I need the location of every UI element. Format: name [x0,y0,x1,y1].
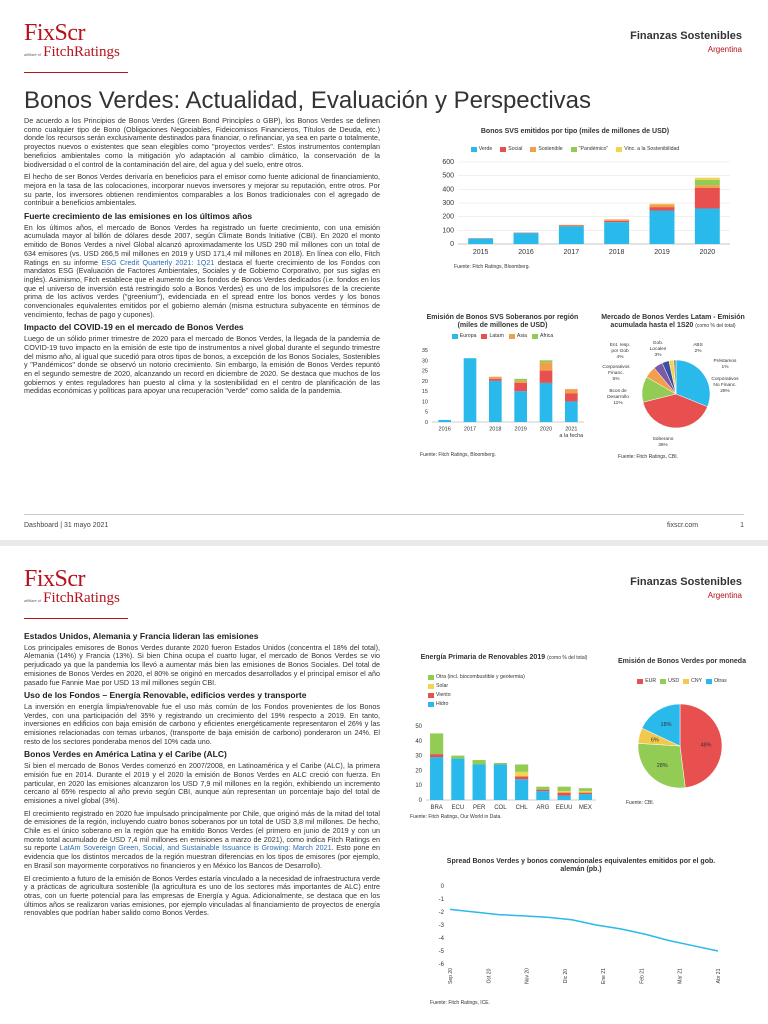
pie-label: Ent. resp. [609,343,631,348]
chart-legend [410,146,740,152]
heading-uses-of-funds: Uso de los Fondos – Energía Renovable, edificios verdes y transporte [24,690,307,701]
footer-date: Dashboard | 31 mayo 2021 [24,522,109,529]
x-tick-label: 2018 [489,426,502,433]
bar-segment [604,221,629,222]
x-tick-label: Oct 20 [486,968,493,984]
x-tick-label: Mar 21 [677,968,684,984]
pie-value-label: 48% [700,742,712,749]
bar-segment [536,790,549,791]
intro-paragraph-2: El hecho de ser Bonos Verdes derivaría en beneficios para el emisor como fuente adicional de financiamiento, mejora en la tasa de las colocaciones, incorporar nuevos inversores y mejorar su reputación, entre otros. Por su parte, los inversores obtienen rendimientos comparables a los Bonos tradicionales con el agregado de contribuir a beneficios ambientales. [24,172,380,208]
chart-title: Bonos SVS emitidos por tipo (miles de millones de USD) [480,128,670,135]
bar-segment [558,793,571,796]
bar-segment [540,362,553,370]
legend-swatch [428,693,434,698]
fixscr-fitch-logo [24,22,129,60]
bar-segment [650,204,675,205]
logo-rule [24,618,128,619]
y-tick-label: 100 [442,227,454,235]
x-tick-label: 2019 [654,249,670,256]
page-2 [0,546,768,1024]
legend-swatch [428,702,434,707]
header-right [630,576,742,600]
chart-svg [404,718,604,818]
pie-label: Bcos de [609,389,627,394]
left-column-text [24,628,380,922]
header-right [630,30,742,54]
bar-segment [579,794,592,800]
y-tick-label: 20 [415,768,422,775]
x-tick-label: Dic 20 [562,968,569,984]
pie-value-label: 18% [660,722,672,729]
latam-paragraph-3: El crecimiento a futuro de la emisión de Bonos Verdes estaría vinculado a la necesidad de infraestructura verde y a prácticas de agricultura sostenible (la agricultura es uno de los sectores más importantes de ALC) entre otras, con un fuerte potencial para las empresas de Energía y Agua. Adicionalmente, se destaca que en los últimos años se realizaron varias emisiones, por ejemplo vinculadas al financiamiento de proyectos de energía renovables que podrían haber salido como Bonos Verdes. [24,873,380,918]
latam-sovereign-link[interactable]: LatAm Sovereign Green, Social, and Sustainable Issuance is Growing: March 2021 [59,843,332,853]
pie-label: por Gob [611,349,629,354]
legend-item [530,146,562,152]
left-column-text [24,117,380,400]
y-tick-label: 500 [442,172,454,180]
bar-segment [650,204,675,207]
x-tick-label: 2016 [438,426,451,433]
legend-label: Sostenible [538,146,563,152]
y-tick-label: -5 [438,949,444,955]
bar-segment [558,791,571,792]
x-tick-label: MEX [578,805,592,811]
bar-segment [430,754,443,757]
y-tick-label: 10 [415,783,422,790]
legend-label: Viento [436,692,451,698]
bar-segment [451,759,464,800]
y-tick-label: 0 [450,241,454,248]
y-tick-label: 200 [442,213,454,221]
legend-label: Europa [459,333,477,339]
x-tick-label: 2020 [699,249,716,256]
chart-source: Fuente: Fitch Ratings, Our World in Data. [410,814,502,820]
bar-segment [695,180,720,185]
logo-affiliate: affiliate of [24,598,42,603]
bar-segment [558,787,571,791]
x-tick-label: ARG [536,805,550,811]
chart-source: Fuente: CBI. [626,800,655,806]
x-tick-label: 2017 [463,426,477,433]
chart-legend [410,333,595,339]
pie-label: 1% [721,365,729,370]
y-tick-label: -2 [438,910,444,916]
bar-segment [536,787,549,790]
legend-swatch [683,679,689,684]
legend-item [428,683,604,689]
chart-source: Fuente: Fitch Ratings, Bloomberg. [420,452,496,458]
y-tick-label: 5 [424,409,428,416]
legend-item [428,692,604,698]
chart-renewables-2019 [404,654,604,824]
legend-item [637,678,656,684]
bar-segment [451,756,464,759]
uses-paragraph: La inversión en energía limpia/renovable fue el uso más común de los Fondos provenientes de los Bonos Verdes, con una participación del 35% y registrando un crecimiento del 19% respecto a 2019. En tanto, inversiones en edificios con baja emisión de carbono y eficientes energéticamente representaron el 26% y las emisiones relacionadas con temas urbanos, (transporte de baja emisión de carbono) ponderaron un 24%. El resto de los sectores ponderaba menos del 10% cada uno. [24,701,380,746]
bar-segment [695,185,720,188]
chart-source: Fuente: Fitch Ratings, CBI. [618,454,679,460]
country-label: Argentina [707,591,742,600]
intro-paragraph-1: De acuerdo a los Principios de Bonos Verdes (Green Bond Principles o GBP), los Bonos Verdes se definen como cualquier tipo de Bono (Obligaciones Negociables, Fideicomisos Financieros, Títulos de Deuda, etc.) donde los recursos serán exclusivamente destinados para financiar, o refinanciar, ya sea en parte o totalmente, proyectos nuevos o existentes que sean elegibles como "proyectos verdes". Estos instrumentos contemplan beneficios ambientales como la mitigación y/o adaptación al cambio climático, la conservación de la biodiversidad o el control de la contaminación del aire, del agua y del suelo, entre otros. [24,116,380,169]
bar-segment [514,391,527,422]
y-tick-label: 400 [442,186,454,194]
spread-series-line [450,909,718,951]
legend-label: EUR [645,678,657,684]
legend-swatch [571,147,577,152]
x-tick-label: 2017 [563,249,580,256]
y-tick-label: 0 [418,798,422,804]
legend-swatch [471,147,477,152]
pie-label: Soberano [652,437,674,442]
y-tick-label: 30 [421,358,428,365]
heading-covid: Impacto del COVID-19 en el mercado de Bonos Verdes [24,322,244,333]
chart-svg [410,344,595,456]
legend-item [532,333,553,339]
chart-title-line-2: alemán (pb.) [560,866,602,873]
pie-label: 4% [616,355,624,360]
x-tick-label: 2020 [539,426,553,433]
legend-item [616,146,679,152]
pie-label: No Financ. [713,383,737,388]
pie-label: Gob. [652,341,664,346]
latam-paragraph-1: Si bien el mercado de Bonos Verdes comenzó en 2007/2008, en Latinoamérica y el Caribe (ALC), la primera emisión fue en 2014. Durante el 2019 y el 2020 la emisión de Bonos Verdes en ALC creció con fuerza. En particular, en 2020 las emisiones alcanzaron los USD 7,9 mil millones en la región, exhibiendo un incremento cercano al 65% respecto al año previo según CBI, aunque aún representan un porcentaje bajo del total de emisiones a nivel global (3%). [24,761,380,805]
legend-item [500,146,522,152]
legend-label: CNY [691,678,703,684]
legend-swatch [509,334,515,339]
x-tick-label: a la fecha [559,433,584,439]
y-tick-label: 300 [442,200,454,207]
chart-svg [598,332,748,452]
chart-title-line-1: Mercado de Bonos Verdes Latam - Emisión [601,314,745,321]
heading-us-germany-france: Estados Unidos, Alemania y Francia lideran las emisiones [24,631,259,641]
legend-item [452,333,477,339]
bar-segment [565,401,578,422]
section-title: Finanzas Sostenibles [630,576,742,588]
chart-title-line-2: (miles de millones de USD) [457,322,548,329]
bar-segment [468,239,493,244]
pie-label: Financ. [608,371,624,376]
pie-label: Locales [649,347,667,352]
footer-site [667,522,744,529]
legend-swatch [481,334,487,339]
fixscr-fitch-logo [24,568,129,606]
x-tick-label: BRA [430,805,443,811]
chart-issuance-by-currency [612,658,752,814]
pie-label: Corporativos [711,377,739,382]
legend-label: Verde [478,146,493,152]
legend-item [509,333,527,339]
y-tick-label: 0 [424,420,428,426]
x-tick-label: Nov 20 [524,968,531,984]
y-tick-label: 0 [440,884,444,890]
chart-source: Fuente: Fitch Ratings, ICE. [430,1000,491,1006]
latam-paragraph-2: El crecimiento registrado en 2020 fue impulsado principalmente por Chile, que originó más de la mitad del total de emisiones de la región, incluyendo cuatro bonos soberanos por un total de USD 3,8 mil millones. De hecho, Chile es el único soberano en la región que ha emitido Bonos Verdes (el primero en junio de 2019 y con un monto total acumulado de USD 7,4 mil millones en emisiones a marzo de 2021), como indica Fitch Ratings en su reporte LatAm Sovereign Green, Social, and Sustainable Issuance is Growing: March 2021. Esto pone en evidencia que los distintos mercados de la región muestran diferencias en los tipos de emisores (por ejemplo, en Brasil son mayormente corporativos no financieros y en México los Bancos de Desarrollo). [24,808,380,870]
legend-label: Otra (incl. biocombustible y geotermia) [436,674,525,680]
bar-segment [514,383,527,391]
bar-segment [695,188,720,209]
logo-rule [24,72,128,73]
esg-credit-link[interactable]: ESG Credit Quarterly 2021: 1Q21 [101,257,215,267]
legend-swatch [428,675,434,680]
bar-segment [650,211,675,244]
bar-segment [604,222,629,244]
chart-title: Energía Primaria de Renovables 2019 (como % del total) [420,654,588,661]
bar-segment [565,393,578,401]
bar-segment [514,379,527,381]
legend-item [428,674,604,680]
bar-segment [489,381,502,422]
chart-title: Emisión de Bonos Verdes por moneda [618,658,746,665]
bar-segment [438,420,451,422]
y-tick-label: 20 [421,378,428,385]
bar-segment [514,381,527,383]
bar-segment [559,225,584,226]
chart-svg [612,688,752,808]
bar-segment [579,788,592,791]
legend-label: Social [508,146,523,152]
logo-fitch: FitchRatings [43,590,120,606]
pie-label: 11% [613,401,623,406]
x-tick-label: Feb 21 [639,968,646,984]
footer-page-number: 1 [740,522,744,529]
bar-segment [579,793,592,794]
pie-label: 3% [654,353,662,358]
pie-label: Corporativos [602,365,630,370]
bar-segment [559,226,584,227]
bar-segment [489,379,502,381]
country-label: Argentina [707,45,742,54]
legend-item [706,678,727,684]
logo-fixscr: FixScr [24,566,86,592]
x-tick-label: 2016 [518,249,534,256]
chart-legend [428,674,604,707]
legend-label: Vinc. a la Sostenibilidad [624,146,680,152]
section-title: Finanzas Sostenibles [630,30,742,42]
bar-segment [650,207,675,210]
pie-label: 28% [720,389,730,394]
bar-segment [695,178,720,180]
legend-label: USD [668,678,680,684]
y-tick-label: 25 [421,368,428,375]
bar-segment [559,226,584,244]
bar-segment [430,757,443,800]
x-tick-label: 2018 [608,249,625,256]
chart-svs-by-type [410,128,740,276]
legend-label: "Pandémico" [578,146,609,152]
page-title: Bonos Verdes: Actualidad, Evaluación y Perspectivas [24,87,591,114]
chart-svg [410,156,740,276]
bar-segment [515,772,528,776]
y-tick-label: 10 [421,399,428,406]
bar-segment [494,763,507,764]
pie-label: Desarrollo [607,395,629,400]
chart-title-line-1: Emisión de Bonos SVS Soberanos por región [426,314,579,321]
heading-growth: Fuerte crecimiento de las emisiones en los últimos años [24,211,253,222]
chart-spread-line [416,858,746,1008]
us-paragraph: Los principales emisores de Bonos Verdes durante 2020 fueron Estados Unidos (concentra el 18% del total), Alemania (14%) y Francia (13%). Si bien China ocupa el cuarto lugar, el mercado de Bonos Verdes se vio perjudicado ya que la pandemia los llevó a aumentar más bien las emisiones de Bonos Sociales. Del total de emisiones de Bonos Verdes en 2020, el 80% se originó en mercados desarrollados y el principal emisor el año pasado fue Fannie Mae por USD 13 mil millones según CBI. [24,642,380,687]
bar-segment [515,764,528,771]
chart-legend [612,678,752,684]
pie-label: Préstamos [713,359,737,364]
legend-label: Otras [714,678,727,684]
x-tick-label: Abr 21 [716,968,722,984]
bar-segment [695,208,720,244]
bar-segment [565,389,578,393]
legend-item [428,701,604,707]
legend-label: Africa [539,333,554,339]
bar-segment [515,776,528,779]
chart-source: Fuente: Fitch Ratings, Bloomberg. [454,264,530,270]
legend-swatch [532,334,538,339]
bar-segment [604,219,629,220]
legend-swatch [637,679,643,684]
bar-segment [473,764,486,800]
x-tick-label: Ene 21 [601,968,608,984]
footer-site-link[interactable]: fixscr.com [667,522,699,529]
pie-label: ABS [693,343,703,348]
bar-segment [489,377,502,379]
bar-segment [540,383,553,422]
legend-swatch [616,147,622,152]
y-tick-label: -6 [438,962,444,968]
y-tick-label: 15 [421,389,428,396]
footer-rule [24,514,744,515]
legend-swatch [428,684,434,689]
pie-value-label: 6% [650,737,659,744]
legend-swatch [706,679,712,684]
legend-item [683,678,702,684]
bar-segment [514,233,539,244]
x-tick-label: 2019 [514,426,527,433]
bar-segment [494,764,507,800]
growth-paragraph: En los últimos años, el mercado de Bonos Verdes ha registrado un fuerte crecimiento, con una emisión acumulada mayor al billón de dólares desde 2007, según Climate Bonds Initiative (CBI). En 2020 el monto emitido de Bonos Verdes a nivel Global alcanzó aproximadamente los USD 290 mil millones con un total de 634 emisores (vs. USD 266,5 mil millones en 2019 y USD 171,4 mil millones en 2018). En línea con ello, Fitch Ratings en su informe ESG Credit Quarterly 2021: 1Q21 destaca el fuerte crecimiento de los Fondos con mandatos ESG (Evaluación de Factores Ambientales, Sociales y de Gobierno Corporativo, por sus siglas en inglés). Asimismo, Fitch establece que el aumento de los fondos de Bonos Verdes dedicados (i.e. fondos en los que el universo de inversión está restringido solo a Bonos Verdes) es uno de los impulsores de la creciente prima de los activos verdes ("greenium"), evidenciada en el spread entre los bonos verdes y los bonos convencionales equivalentes emitidos por el gobierno alemán (misma estructura subyacente en términos de vencimiento, fechas de pago y cupones). [24,222,380,319]
bar-segment [515,779,528,800]
x-tick-label: 2015 [472,249,489,256]
bar-segment [540,360,553,362]
logo-fitch: FitchRatings [43,44,120,60]
y-tick-label: -1 [438,897,444,903]
bar-segment [579,791,592,792]
y-tick-label: -4 [438,936,444,942]
x-tick-label: ECU [451,805,465,811]
pie-label: 36% [658,443,668,448]
y-tick-label: 600 [442,159,454,166]
y-tick-label: 30 [415,753,422,760]
legend-item [571,146,609,152]
y-tick-label: 40 [415,738,422,745]
legend-swatch [530,147,536,152]
legend-item [481,333,503,339]
chart-title-line-2: acumulada hasta el 1S20 (como % del total) [610,322,736,329]
chart-latam-pie [598,314,748,462]
x-tick-label: Sep 20 [448,968,454,984]
bar-segment [430,733,443,754]
legend-item [660,678,679,684]
x-tick-label: PER [472,805,486,811]
x-tick-label: 2021 [565,426,578,433]
legend-swatch [500,147,506,152]
y-tick-label: 35 [421,348,428,354]
bar-segment [540,371,553,383]
legend-label: Latam [489,333,504,339]
chart-sovereign-by-region [410,314,595,462]
legend-label: Solar [436,683,449,689]
pie-label: 2% [694,349,702,354]
y-tick-label: 50 [415,724,422,730]
legend-swatch [452,334,458,339]
logo-fixscr: FixScr [24,20,86,46]
bar-segment [558,796,571,800]
chart-title-line-1: Spread Bonos Verdes y bonos convencionales equivalentes emitidos por el gob. [446,858,716,865]
bar-segment [536,791,549,800]
bar-segment [473,760,486,764]
x-tick-label: COL [494,805,507,811]
bar-segment [464,358,477,422]
y-tick-label: -3 [438,923,444,929]
x-tick-label: CHL [515,805,528,811]
legend-item [471,146,493,152]
legend-swatch [660,679,666,684]
pie-value-label: 28% [656,762,668,769]
legend-label: Asia [516,333,527,339]
covid-paragraph: Luego de un sólido primer trimestre de 2020 para el mercado de Bonos Verdes, la llegada de la pandemia de COVID-19 tuvo impacto en la emisión de este tipo de instrumentos a nivel global durante el segundo trimestre del mismo año, al igual que sucedió para otros tipos de bonos, a excepción de los Bonos Sociales, Sostenibles y "Pandémicos" donde se observó un notorio crecimiento. Sin embargo, la emisión de Bonos Verdes repuntó en el segundo semestre de 2020, alcanzando un record en diciembre de 2020. Se destaca que muchos de los gobiernos y entes reguladores han puesto al clima y la sostenibilidad en el centro de planificación de las medidas económicas y políticas para apoyar una recuperación "verde" como salida de la pandemia. [24,334,380,396]
logo-affiliate: affiliate of [24,52,42,57]
chart-svg [416,882,746,998]
x-tick-label: EEUU [555,805,573,811]
legend-label: Hidro [436,701,449,707]
pie-label: 5% [612,377,620,382]
heading-latam: Bonos Verdes en América Latina y el Caribe (ALC) [24,749,227,760]
